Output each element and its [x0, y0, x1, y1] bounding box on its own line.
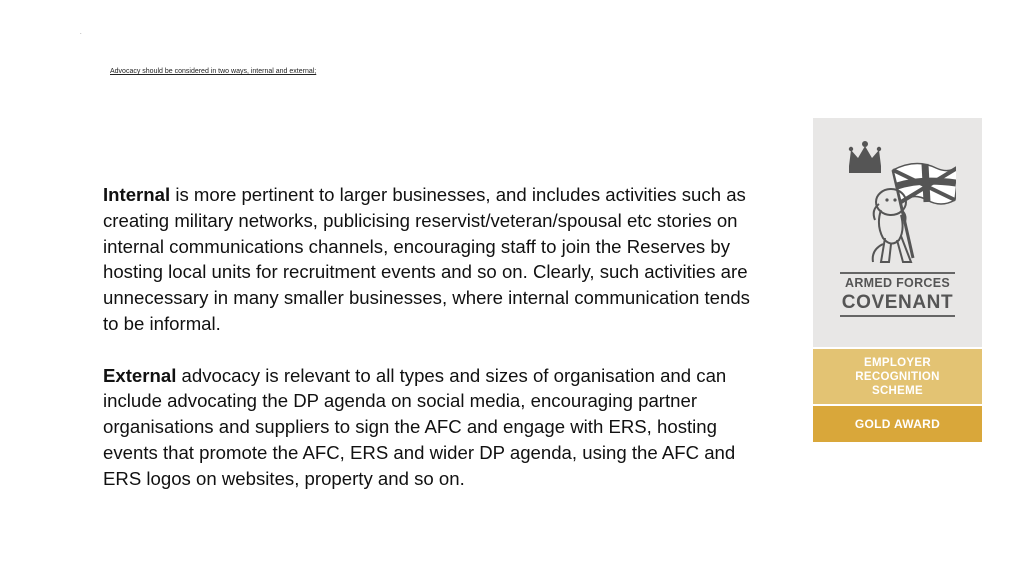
internal-text: is more pertinent to larger businesses, and includes activities such as creating military networks, publicising reservist/veteran/spousal etc stories on internal communications channels, encouraging staff to join the Reserves by hosting local units for recruitment events and so on. Clearly, such activities are unnecessary in many smaller businesses, where internal communication tends to be informal. — [103, 184, 750, 334]
logo-line-recognition: RECOGNITION — [855, 370, 940, 383]
external-lead: External — [103, 364, 177, 386]
afc-ers-gold-award-logo — [813, 118, 982, 442]
logo-line-employer: EMPLOYER — [864, 356, 931, 369]
external-text: advocacy is relevant to all types and sizes of organisation and can include advocating the DP agenda on social media, encouraging partner organisations and suppliers to sign the AFC and engage with ERS, hosting events that promote the AFC, ERS and wider DP agenda, using the AFC and ERS logos on websites, property and so on. — [103, 364, 736, 489]
logo-rule-bottom — [840, 315, 955, 317]
logo-ers-panel — [813, 349, 982, 404]
internal-lead: Internal — [103, 184, 171, 205]
logo-gold-award-panel: GOLD AWARD — [813, 406, 982, 442]
logo-line-scheme: SCHEME — [871, 384, 923, 397]
slide-subtitle: Advocacy should be considered in two ways, internal and external; — [110, 68, 317, 75]
crown-lion-flag-icon — [841, 140, 956, 270]
logo-rule-top — [840, 272, 955, 274]
external-paragraph — [103, 363, 763, 492]
logo-line-covenant: COVENANT — [841, 292, 954, 313]
logo-line-armed-forces: ARMED FORCES — [845, 276, 950, 290]
internal-paragraph — [103, 182, 763, 337]
logo-covenant-panel — [813, 118, 982, 347]
body-text — [103, 182, 763, 517]
slide-marker: . — [80, 30, 82, 36]
